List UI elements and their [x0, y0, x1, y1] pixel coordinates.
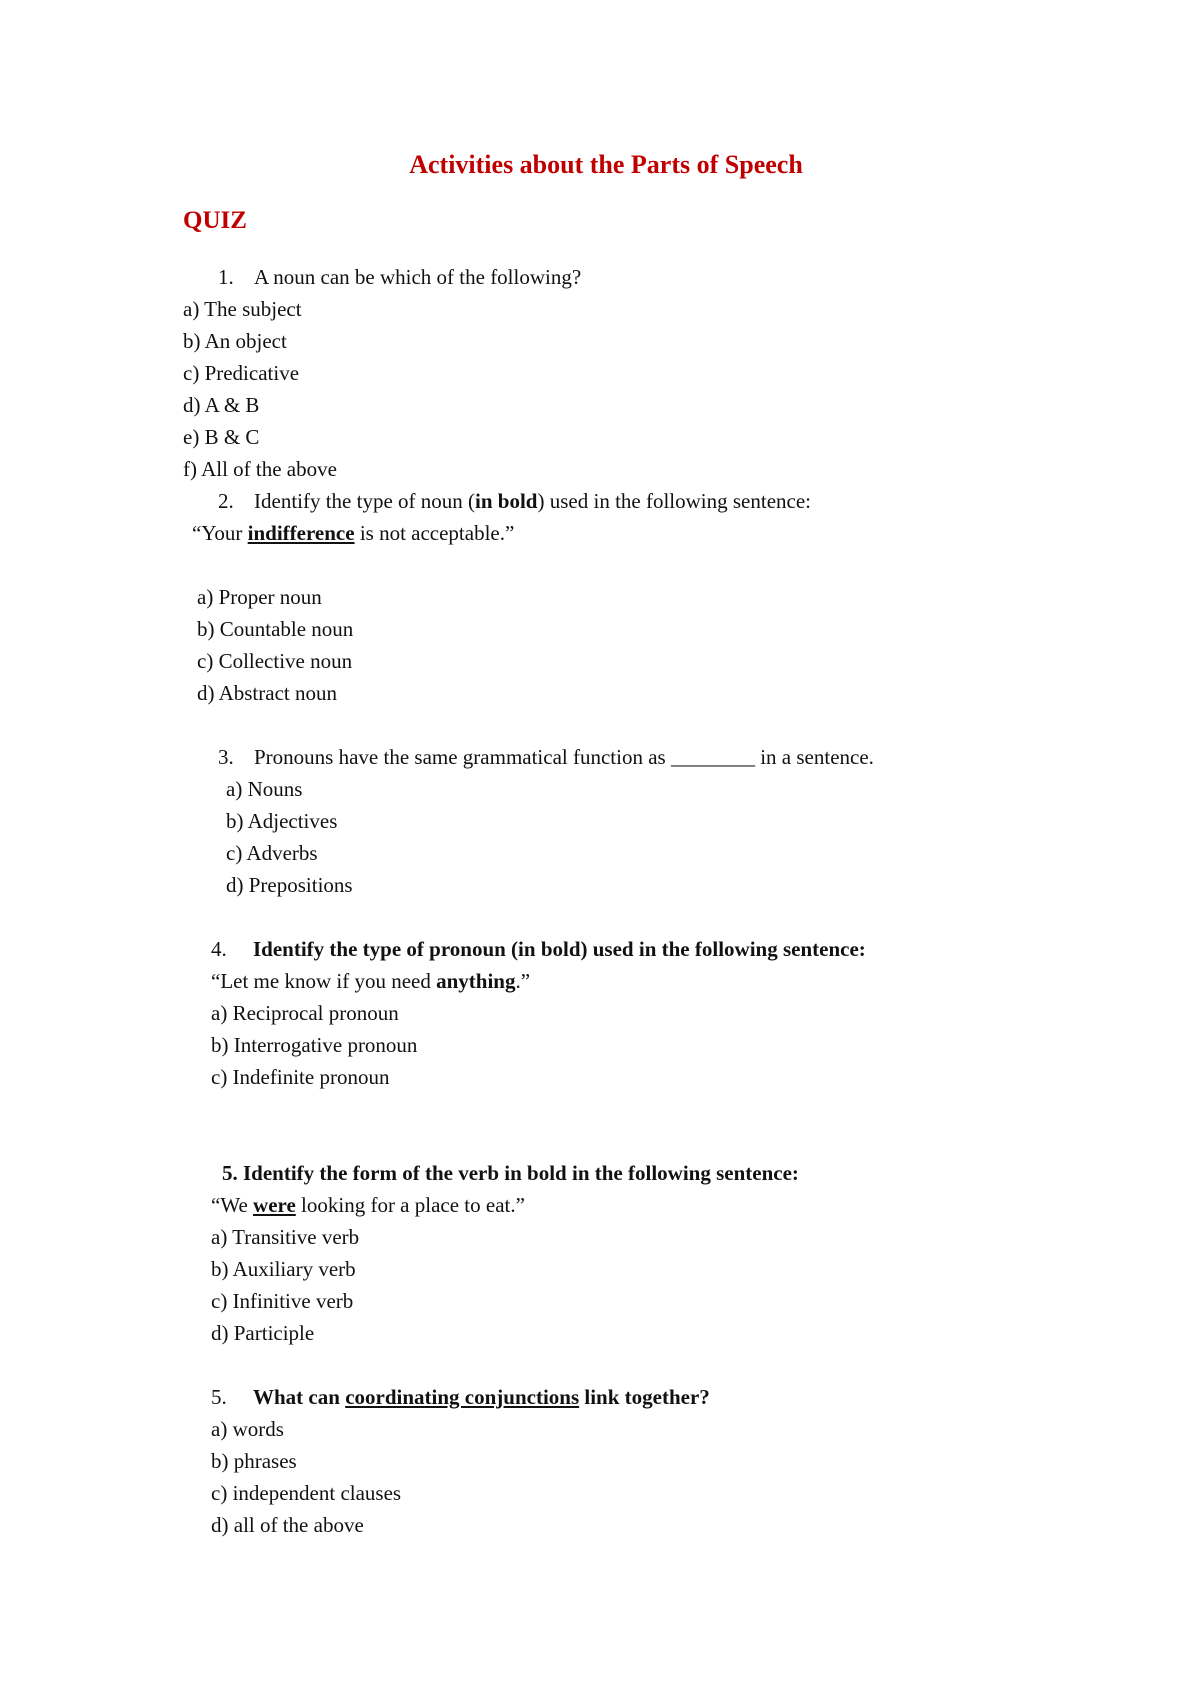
option: f) All of the above: [183, 457, 337, 481]
question-3: [218, 744, 874, 770]
sentence-start: “Your: [192, 521, 248, 545]
question-number: 4.: [211, 937, 227, 961]
sentence-keyword: anything: [436, 969, 516, 993]
sentence-end: .”: [515, 969, 531, 993]
option: b) Auxiliary verb: [211, 1257, 356, 1281]
option: e) B & C: [183, 425, 260, 449]
question-text: A noun can be which of the following?: [254, 265, 582, 289]
document-title: Activities about the Parts of Speech: [409, 150, 803, 179]
question-1: [218, 264, 581, 290]
option: d) Abstract noun: [197, 681, 337, 705]
option: a) words: [211, 1417, 284, 1441]
question-text-end: link together?: [579, 1385, 710, 1409]
option: b) An object: [183, 329, 287, 353]
sentence-end: is not acceptable.”: [354, 521, 515, 545]
question-5: [222, 1160, 799, 1186]
sentence-start: “Let me know if you need: [211, 969, 437, 993]
option: c) Collective noun: [197, 649, 353, 673]
question-text: Identify the form of the verb in bold in the following sentence:: [243, 1161, 799, 1185]
option: d) all of the above: [211, 1513, 364, 1537]
option: c) Predicative: [183, 361, 300, 385]
option: d) Participle: [211, 1321, 315, 1345]
option: d) A & B: [183, 393, 260, 417]
option: c) Indefinite pronoun: [211, 1065, 390, 1089]
question-text-bold: in bold: [475, 489, 538, 513]
question-number: 5.: [222, 1161, 238, 1185]
option: b) Adjectives: [226, 809, 338, 833]
example-sentence: [211, 968, 530, 994]
option: a) Reciprocal pronoun: [211, 1001, 399, 1025]
option: a) Proper noun: [197, 585, 322, 609]
option: c) independent clauses: [211, 1481, 402, 1505]
example-sentence: [192, 520, 514, 546]
question-number: 1.: [218, 265, 234, 289]
option: d) Prepositions: [226, 873, 353, 897]
question-number: 5.: [211, 1385, 227, 1409]
question-2: [218, 488, 811, 514]
question-number: 3.: [218, 745, 234, 769]
option: a) Transitive verb: [211, 1225, 360, 1249]
option: b) phrases: [211, 1449, 297, 1473]
sentence-keyword: were: [253, 1193, 296, 1217]
sentence-keyword: indifference: [247, 521, 355, 545]
sentence-start: “We: [211, 1193, 254, 1217]
question-text: Identify the type of pronoun (in bold) used in the following sentence:: [253, 937, 866, 961]
option: a) The subject: [183, 297, 302, 321]
sentence-end: looking for a place to eat.”: [295, 1193, 525, 1217]
option: b) Interrogative pronoun: [211, 1033, 418, 1057]
option: c) Infinitive verb: [211, 1289, 354, 1313]
question-number: 2.: [218, 489, 234, 513]
option: a) Nouns: [226, 777, 303, 801]
question-text-underlined: coordinating conjunctions: [345, 1385, 580, 1409]
example-sentence: [211, 1192, 525, 1218]
question-text-end: ) used in the following sentence:: [537, 489, 812, 513]
question-text-start: Identify the type of noun (: [254, 489, 476, 513]
quiz-heading: QUIZ: [183, 207, 247, 234]
question-4: [211, 936, 866, 962]
option: b) Countable noun: [197, 617, 354, 641]
question-text: Pronouns have the same grammatical function as ________ in a sentence.: [254, 745, 874, 769]
option: c) Adverbs: [226, 841, 318, 865]
question-text-start: What can: [253, 1385, 346, 1409]
question-6: [211, 1384, 710, 1410]
